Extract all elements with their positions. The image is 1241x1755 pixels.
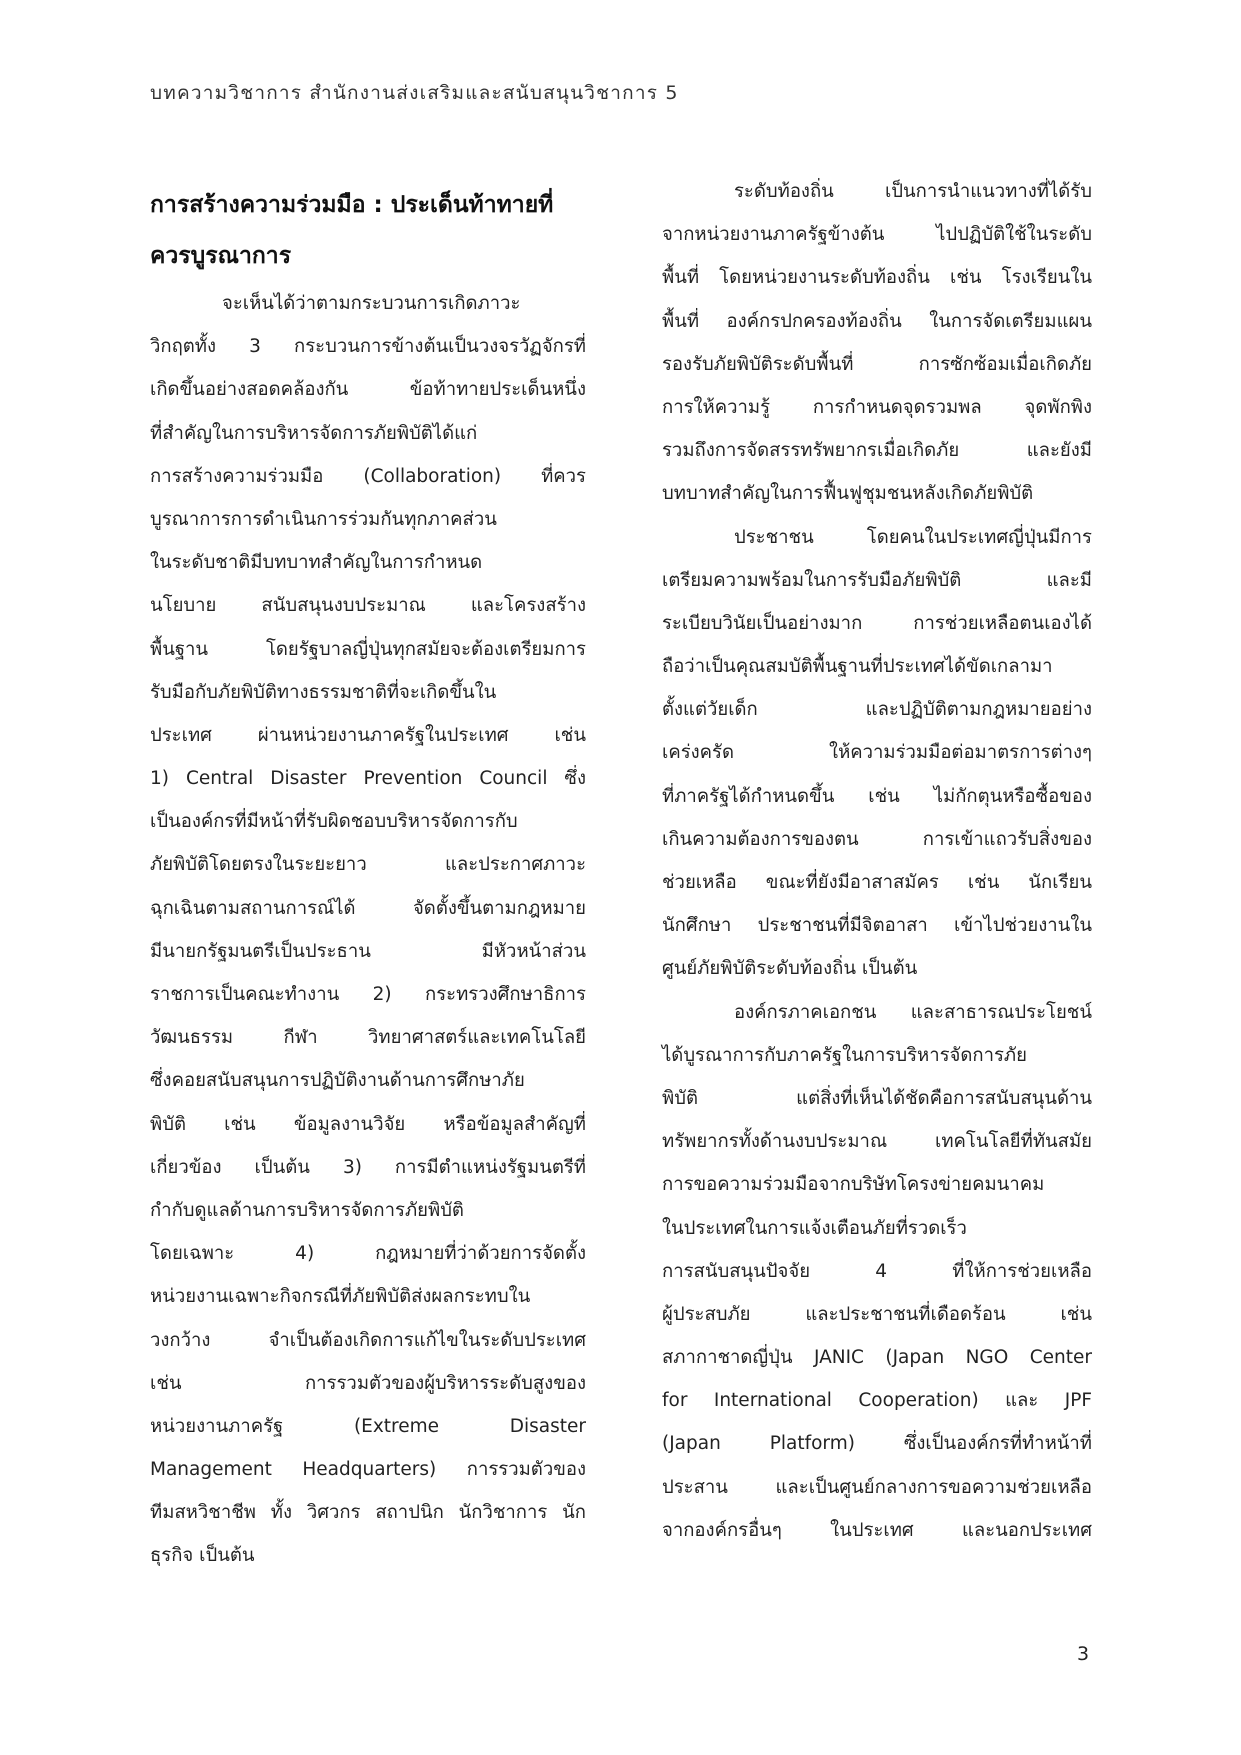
text-line: โดยเฉพาะ 4) กฎหมายที่ว่าด้วยการจัดตั้ง: [150, 1243, 586, 1265]
text-line: ในประเทศในการแจ้งเตือนภัยที่รวดเร็ว: [662, 1217, 967, 1239]
text-line: ประเทศ ผ่านหน่วยงานภาครัฐในประเทศ เช่น: [150, 724, 586, 746]
text-line: การสนับสนุนปัจจัย 4 ที่ให้การช่วยเหลือ: [662, 1260, 1092, 1282]
text-line: หน่วยงานเฉพาะกิจกรณีที่ภัยพิบัติส่งผลกระทบใน: [150, 1286, 531, 1308]
text-line: กำกับดูแลด้านการบริหารจัดการภัยพิบัติ: [150, 1199, 464, 1221]
text-line: ระดับท้องถิ่น เป็นการนำแนวทางที่ได้รับ: [734, 181, 1092, 202]
text-line: ศูนย์ภัยพิบัติระดับท้องถิ่น เป็นต้น: [662, 958, 918, 980]
paragraph: [662, 170, 1092, 516]
text-line: การสร้างความร่วมมือ (Collaboration) ที่ควร: [150, 465, 586, 487]
paragraph: [662, 991, 1092, 1552]
text-line: จะเห็นได้ว่าตามกระบวนการเกิดภาวะ: [222, 293, 521, 314]
right-column: [662, 170, 1092, 1552]
text-line: พิบัติ เช่น ข้อมูลงานวิจัย หรือข้อมูลสำคัญที่: [150, 1113, 586, 1135]
text-line: ประสาน และเป็นศูนย์กลางการขอความช่วยเหลือ: [662, 1476, 1092, 1498]
text-line: ทีมสหวิชาชีพ ทั้ง วิศวกร สถาปนิก นักวิชาการ นัก: [150, 1502, 586, 1524]
text-line: วิกฤตทั้ง 3 กระบวนการข้างต้นเป็นวงจรวัฏจักรที่: [150, 336, 586, 358]
running-header: บทความวิชาการ สำนักงานส่งเสริมและสนับสนุนวิชาการ 5: [150, 82, 679, 104]
text-line: ซึ่งคอยสนับสนุนการปฏิบัติงานด้านการศึกษาภัย: [150, 1070, 525, 1092]
text-line: ได้บูรณาการกับภาครัฐในการบริหารจัดการภัย: [662, 1044, 1027, 1066]
text-line: ที่สำคัญในการบริหารจัดการภัยพิบัติได้แก่: [150, 422, 478, 444]
text-line: มีนายกรัฐมนตรีเป็นประธาน มีหัวหน้าส่วน: [150, 940, 586, 962]
text-line: เกี่ยวข้อง เป็นต้น 3) การมีตำแหน่งรัฐมนตรีที่: [150, 1156, 586, 1178]
text-line: รับมือกับภัยพิบัติทางธรรมชาติที่จะเกิดขึ้นใน: [150, 681, 497, 703]
text-line: ประชาชน โดยคนในประเทศญี่ปุ่นมีการ: [734, 526, 1092, 548]
heading-line: ควรบูรณาการ: [150, 243, 292, 269]
paragraph: [662, 516, 1092, 991]
text-line: เตรียมความพร้อมในการรับมือภัยพิบัติ และมี: [662, 569, 1092, 591]
text-line: เป็นองค์กรที่มีหน้าที่รับผิดชอบบริหารจัดการกับ: [150, 811, 518, 833]
text-line: ตั้งแต่วัยเด็ก และปฏิบัติตามกฎหมายอย่าง: [662, 699, 1092, 721]
text-line: การให้ความรู้ การกำหนดจุดรวมพล จุดพักพิง: [662, 396, 1092, 418]
text-line: เคร่งครัด ให้ความร่วมมือต่อมาตรการต่างๆ: [662, 742, 1092, 764]
text-line: (Japan Platform) ซึ่งเป็นองค์กรที่ทำหน้าที่: [662, 1433, 1092, 1455]
text-line: รองรับภัยพิบัติระดับพื้นที่ การซักซ้อมเมื่อเกิดภัย: [662, 353, 1092, 375]
text-line: รวมถึงการจัดสรรทรัพยากรเมื่อเกิดภัย และยังมี: [662, 440, 1092, 462]
text-line: เกินความต้องการของตน การเข้าแถวรับสิ่งของ: [662, 828, 1092, 850]
text-line: เช่น การรวมตัวของผู้บริหารระดับสูงของ: [150, 1372, 586, 1394]
text-line: เกิดขึ้นอย่างสอดคล้องกัน ข้อท้าทายประเด็นหนึ่ง: [150, 379, 586, 401]
text-line: ระเบียบวินัยเป็นอย่างมาก การช่วยเหลือตนเองได้: [662, 612, 1092, 634]
text-line: วงกว้าง จำเป็นต้องเกิดการแก้ไขในระดับประเทศ: [150, 1329, 586, 1351]
text-line: พื้นที่ โดยหน่วยงานระดับท้องถิ่น เช่น โรงเรียนใน: [662, 267, 1092, 289]
text-line: สภากาชาดญี่ปุ่น JANIC (Japan NGO Center: [662, 1347, 1092, 1369]
text-line: พิบัติ แต่สิ่งที่เห็นได้ชัดคือการสนับสนุนด้าน: [662, 1087, 1092, 1109]
text-line: จากองค์กรอื่นๆ ในประเทศ และนอกประเทศ: [662, 1519, 1092, 1541]
text-line: 1) Central Disaster Prevention Council ซึ่ง: [150, 768, 586, 790]
text-line: บทบาทสำคัญในการฟื้นฟูชุมชนหลังเกิดภัยพิบัติ: [662, 483, 1034, 505]
text-line: ธุรกิจ เป็นต้น: [150, 1545, 255, 1567]
text-line: Management Headquarters) การรวมตัวของ: [150, 1459, 586, 1481]
text-line: จากหน่วยงานภาครัฐข้างต้น ไปปฏิบัติใช้ในระดับ: [662, 224, 1092, 246]
text-line: ภัยพิบัติโดยตรงในระยะยาว และประกาศภาวะ: [150, 854, 586, 876]
text-line: วัฒนธรรม กีฬา วิทยาศาสตร์และเทคโนโลยี: [150, 1027, 586, 1049]
text-line: พื้นที่ องค์กรปกครองท้องถิ่น ในการจัดเตรียมแผน: [662, 310, 1092, 332]
section-heading: [150, 180, 586, 282]
page-number: 3: [1077, 1643, 1090, 1665]
text-line: องค์กรภาคเอกชน และสาธารณประโยชน์: [734, 1001, 1092, 1023]
heading-line: การสร้างความร่วมมือ : ประเด็นท้าทายที่: [150, 192, 554, 218]
text-line: ที่ภาครัฐได้กำหนดขึ้น เช่น ไม่กักตุนหรือซื้อของ: [662, 785, 1092, 807]
text-line: ถือว่าเป็นคุณสมบัติพื้นฐานที่ประเทศได้ขัดเกลามา: [662, 656, 1053, 678]
text-line: ผู้ประสบภัย และประชาชนที่เดือดร้อน เช่น: [662, 1303, 1092, 1325]
text-line: ฉุกเฉินตามสถานการณ์ได้ จัดตั้งขึ้นตามกฎหมาย: [150, 897, 586, 919]
text-line: นโยบาย สนับสนุนงบประมาณ และโครงสร้าง: [150, 595, 586, 617]
text-line: การขอความร่วมมือจากบริษัทโครงข่ายคมนาคม: [662, 1174, 1045, 1196]
text-line: หน่วยงานภาครัฐ (Extreme Disaster: [150, 1415, 586, 1437]
text-line: ทรัพยากรทั้งด้านงบประมาณ เทคโนโลยีที่ทันสมัย: [662, 1131, 1092, 1153]
paragraph: [150, 282, 586, 1578]
text-line: for International Cooperation) และ JPF: [662, 1390, 1092, 1412]
left-column: [150, 180, 586, 1578]
text-line: นักศึกษา ประชาชนที่มีจิตอาสา เข้าไปช่วยงานใน: [662, 915, 1092, 937]
text-line: พื้นฐาน โดยรัฐบาลญี่ปุ่นทุกสมัยจะต้องเตรียมการ: [150, 638, 586, 660]
text-line: ช่วยเหลือ ขณะที่ยังมีอาสาสมัคร เช่น นักเรียน: [662, 872, 1092, 893]
text-line: ราชการเป็นคณะทำงาน 2) กระทรวงศึกษาธิการ: [150, 984, 586, 1005]
text-line: บูรณาการการดำเนินการร่วมกันทุกภาคส่วน: [150, 508, 497, 530]
text-line: ในระดับชาติมีบทบาทสำคัญในการกำหนด: [150, 552, 483, 574]
